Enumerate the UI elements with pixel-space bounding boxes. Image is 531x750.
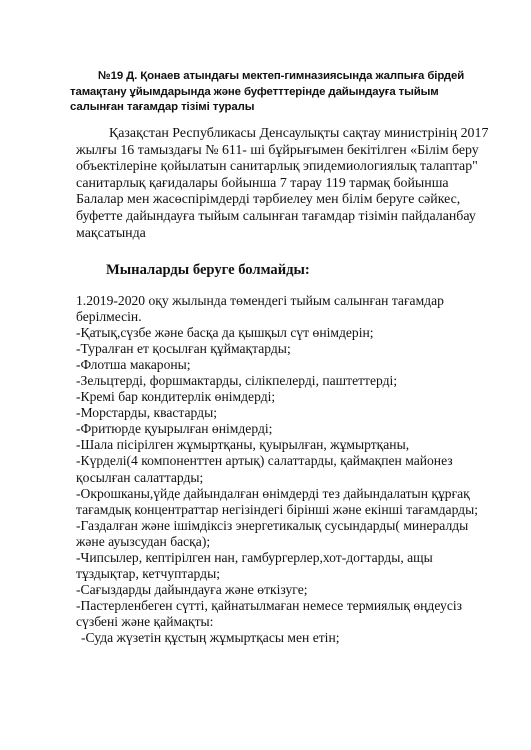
list-item: -Чипсылер, кептірілген нан, гамбургерлер,хот-догтарды, ащы тұздықтар, кетчуптарды;	[76, 549, 433, 581]
list-item: -Фритюрде қуырылған өнімдерді;	[76, 421, 273, 437]
list-item: -Газдалған және ішімдіксіз энергетикалық сусындарды( минералды және ауызсудан басқа);	[76, 517, 469, 549]
list-item: -Қатық,сүзбе және басқа да қышқыл сүт өнімдерін;	[76, 325, 374, 341]
list-item: -Морстарды, квастарды;	[76, 405, 218, 421]
list-item: -Окрошканы,үйде дайындалған өнімдерді тез дайындалатын құрғақ тағамдық концентраттар негізіндегі бірінші және екінші тағамдарды;	[76, 485, 479, 517]
document-title: №19 Д. Қонаев атындағы мектеп-гимназиясында жалпыға бірдей тамақтану ұйымдарында және буфетттерінде дайындауға тыйым салынған тағамдар тізімі туралы	[70, 70, 465, 113]
list-item: -Зельцтерді, форшмактарды, сілікпелерді, паштеттерді;	[76, 373, 398, 389]
list-item: -Флотша макароны;	[76, 357, 191, 373]
list-item: -Суда жүзетін құстың жұмыртқасы мен етін;	[81, 629, 340, 645]
list-item: -Күрделі(4 компоненттен артық) салаттарды, қаймақпен майонез қосылған салаттарды;	[76, 453, 453, 485]
prohibited-items-list	[76, 293, 496, 646]
list-item: -Пастерленбеген сүтті, қайнатылмаған немесе термиялық өңдеусіз сүзбені және қаймақты:	[76, 597, 462, 629]
section-heading: Мыналарды беруге болмайды:	[106, 262, 310, 278]
list-item: -Сағыздарды дайындауға және өткізуге;	[76, 581, 308, 597]
list-item: -Кремі бар кондитерлік өнімдерді;	[76, 389, 276, 405]
list-item: -Туралған ет қосылған құймақтарды;	[76, 341, 291, 357]
list-item: -Шала пісірілген жұмыртқаны, қуырылған, жұмыртқаны,	[76, 437, 410, 453]
list-item: 1.2019-2020 оқу жылында төмендегі тыйым салынған тағамдар берілмесін.	[76, 293, 444, 325]
intro-paragraph: Қазақстан Республикасы Денсаулықты сақтау министрінің 2017 жылғы 16 тамыздағы № 611- ші бұйрығымен бекітілген «Білім беру объектілеріне қойылатын санитарлық эпидемиологиялық талаптар" санитарлық қағидалары бойынша 7 тарау 119 тармақ бойынша Балалар мен жасөспірімдерді тәрбиелеу мен білім беруге сәйкес, буфетте дайындауға тыйым салынған тағамдар тізімін пайдаланбау мақсатында	[76, 126, 489, 241]
